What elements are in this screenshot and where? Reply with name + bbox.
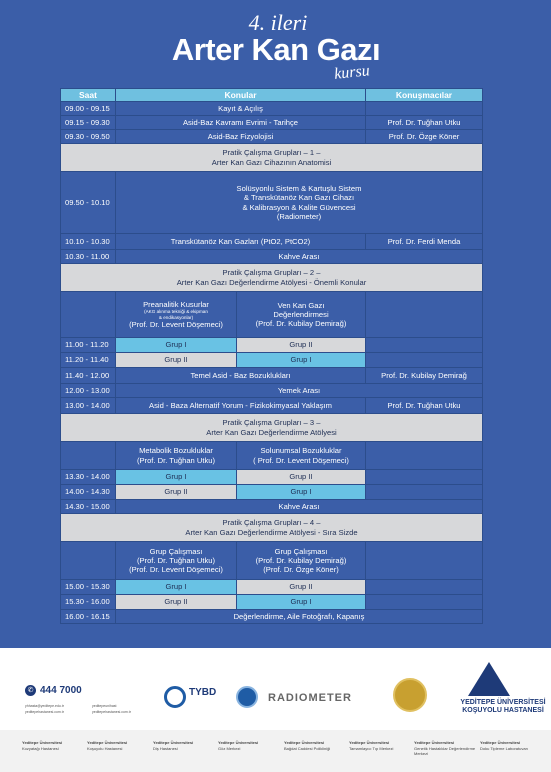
section-title: Pratik Çalışma Grupları – 3 – Arter Kan Gazı Değerlendirme Atölyesi bbox=[61, 414, 483, 442]
group-cell: Grup I bbox=[237, 485, 366, 500]
page-header bbox=[0, 0, 551, 88]
table-row bbox=[61, 368, 483, 384]
row-time: 10.30 - 11.00 bbox=[61, 250, 116, 264]
row-topic: Kahve Arası bbox=[116, 500, 483, 514]
table-row bbox=[61, 595, 483, 610]
table-row bbox=[61, 353, 483, 368]
row-time bbox=[61, 542, 116, 580]
row-time: 11.40 - 12.00 bbox=[61, 368, 116, 384]
header-title: Arter Kan Gazı bbox=[171, 32, 381, 67]
row-time: 15.00 - 15.30 bbox=[61, 580, 116, 595]
table-header-row bbox=[61, 89, 483, 102]
row-speaker: Prof. Dr. Kubilay Demirağ bbox=[366, 368, 483, 384]
row-time: 16.00 - 16.15 bbox=[61, 610, 116, 624]
column-header-speakers: Konuşmacılar bbox=[366, 89, 483, 102]
tybd-logo-icon bbox=[164, 686, 186, 708]
group-cell: Grup I bbox=[116, 580, 237, 595]
row-time: 09.00 - 09.15 bbox=[61, 102, 116, 116]
table-row bbox=[61, 470, 483, 485]
row-topic: Kayıt & Açılış bbox=[116, 102, 366, 116]
row-topic: Temel Asid - Baz Bozuklukları bbox=[116, 368, 366, 384]
website-text: yeditepehastanesi.com.tr bbox=[25, 710, 64, 714]
row-topic: Asid-Baz Kavramı Evrimi - Tarihçe bbox=[116, 116, 366, 130]
table-row bbox=[61, 384, 483, 398]
group-cell: Grup II bbox=[116, 595, 237, 610]
row-speaker: Prof. Dr. Özge Köner bbox=[366, 130, 483, 144]
row-time: 11.00 - 11.20 bbox=[61, 338, 116, 353]
table-row bbox=[61, 610, 483, 624]
section-row bbox=[61, 414, 483, 442]
globe-logo-icon bbox=[236, 686, 258, 708]
group-cell: Grup II bbox=[237, 580, 366, 595]
row-topic: Asid - Baza Alternatif Yorum - Fizikokimyasal Yaklaşım bbox=[116, 398, 366, 414]
group-cell: Grup II bbox=[237, 470, 366, 485]
row-topic: Solüsyonlu Sistem & Kartuşlu Sistem & Transkütanöz Kan Gazı Cihazı & Kalibrasyon & Kalite Güvencesi (Radiometer) bbox=[116, 172, 483, 234]
workshop-b: Grup Çalışması (Prof. Dr. Kubilay Demirağ) (Prof. Dr. Özge Köner) bbox=[237, 542, 366, 580]
row-topic: Değerlendirme, Aile Fotoğrafı, Kapanış bbox=[116, 610, 483, 624]
table-row bbox=[61, 442, 483, 470]
column-header-topics: Konular bbox=[116, 89, 366, 102]
tybd-logo-text: TYBD bbox=[189, 687, 217, 698]
hospital-item: Yeditepe Üniversitesi Diş Hastanesi bbox=[153, 740, 194, 751]
group-cell: Grup II bbox=[116, 353, 237, 368]
footer bbox=[0, 648, 551, 772]
table-row bbox=[61, 338, 483, 353]
group-cell: Grup II bbox=[237, 338, 366, 353]
group-cell: Grup I bbox=[116, 338, 237, 353]
email-text: yhhasta@yeditepe.edu.tr bbox=[25, 704, 64, 708]
row-time: 09.15 - 09.30 bbox=[61, 116, 116, 130]
row-time: 13.30 - 14.00 bbox=[61, 470, 116, 485]
hospital-item: Yeditepe Üniversitesi Tamamlayıcı Tıp Merkezi bbox=[349, 740, 394, 751]
group-cell: Grup II bbox=[116, 485, 237, 500]
row-time: 14.30 - 15.00 bbox=[61, 500, 116, 514]
row-time: 12.00 - 13.00 bbox=[61, 384, 116, 398]
workshop-b: Ven Kan Gazı Değerlendirmesi (Prof. Dr. Kubilay Demirağ) bbox=[237, 292, 366, 338]
table-row bbox=[61, 292, 483, 338]
table-row bbox=[61, 500, 483, 514]
row-topic: Transkütanöz Kan Gazları (PtO2, PtCO2) bbox=[116, 234, 366, 250]
award-seal-icon bbox=[393, 678, 427, 712]
table-row bbox=[61, 234, 483, 250]
row-time bbox=[61, 442, 116, 470]
row-time: 09.30 - 09.50 bbox=[61, 130, 116, 144]
hospital-item: Yeditepe Üniversitesi Genetik Hastalıklar Değerlendirme Merkezi bbox=[414, 740, 476, 757]
table-row bbox=[61, 116, 483, 130]
row-topic: Asid-Baz Fizyolojisi bbox=[116, 130, 366, 144]
row-topic: Kahve Arası bbox=[116, 250, 483, 264]
hospital-item: Yeditepe Üniversitesi Koşuyolu Hastanesi bbox=[87, 740, 128, 751]
row-time: 11.20 - 11.40 bbox=[61, 353, 116, 368]
row-time: 10.10 - 10.30 bbox=[61, 234, 116, 250]
hospital-item: Yeditepe Üniversitesi Kozyatağı Hastanesi bbox=[22, 740, 63, 751]
workshop-a: Metabolik Bozukluklar (Prof. Dr. Tuğhan Utku) bbox=[116, 442, 237, 470]
table-row bbox=[61, 398, 483, 414]
header-edition: 4. ileri bbox=[248, 10, 308, 35]
schedule-table bbox=[60, 88, 483, 624]
table-row bbox=[61, 580, 483, 595]
row-speaker: Prof. Dr. Tuğhan Utku bbox=[366, 398, 483, 414]
row-time: 13.00 - 14.00 bbox=[61, 398, 116, 414]
row-topic: Yemek Arası bbox=[116, 384, 483, 398]
workshop-a: Preanalitik Kusurlar (AKG alınma tekniği & ekipman & endikasyonlar) (Prof. Dr. Levent Döşemeci) bbox=[116, 292, 237, 338]
row-speaker: Prof. Dr. Tuğhan Utku bbox=[366, 116, 483, 130]
hospital-item: Yeditepe Üniversitesi Göz Merkezi bbox=[218, 740, 259, 751]
row-speaker: Prof. Dr. Ferdi Menda bbox=[366, 234, 483, 250]
section-row bbox=[61, 514, 483, 542]
table-row bbox=[61, 542, 483, 580]
header-subtitle: kursu bbox=[333, 62, 371, 83]
table-row bbox=[61, 250, 483, 264]
section-row bbox=[61, 264, 483, 292]
workshop-a: Grup Çalışması (Prof. Dr. Tuğhan Utku) (Prof. Dr. Levent Döşemeci) bbox=[116, 542, 237, 580]
table-row bbox=[61, 172, 483, 234]
section-row bbox=[61, 144, 483, 172]
social-website: yeditepehastanesi.com.tr bbox=[92, 710, 131, 714]
radiometer-logo: RADIOMETER bbox=[268, 692, 352, 704]
row-time: 14.00 - 14.30 bbox=[61, 485, 116, 500]
row-speaker bbox=[366, 102, 483, 116]
hospital-item: Yeditepe Üniversitesi Doku Tipleme Laboratuvarı bbox=[480, 740, 529, 751]
phone-icon: ✆ bbox=[25, 685, 36, 696]
table-row bbox=[61, 130, 483, 144]
table-row bbox=[61, 485, 483, 500]
row-time: 09.50 - 10.10 bbox=[61, 172, 116, 234]
table-row bbox=[61, 102, 483, 116]
section-title: Pratik Çalışma Grupları – 1 – Arter Kan Gazı Cihazının Anatomisi bbox=[61, 144, 483, 172]
row-time bbox=[61, 292, 116, 338]
university-name: YEDİTEPE ÜNİVERSİTESİ KOŞUYOLU HASTANESİ bbox=[460, 699, 546, 715]
social-handle: yeditepeunihast bbox=[92, 704, 117, 708]
sponsor-logos bbox=[0, 648, 551, 730]
group-cell: Grup I bbox=[237, 595, 366, 610]
phone-number: 444 7000 bbox=[40, 685, 82, 696]
section-title: Pratik Çalışma Grupları – 2 – Arter Kan Gazı Değerlendirme Atölyesi - Önemli Konular bbox=[61, 264, 483, 292]
section-title: Pratik Çalışma Grupları – 4 – Arter Kan Gazı Değerlendirme Atölyesi - Sıra Sizde bbox=[61, 514, 483, 542]
group-cell: Grup I bbox=[237, 353, 366, 368]
university-logo-icon bbox=[468, 662, 510, 696]
hospital-item: Yeditepe Üniversitesi Bağdat Caddesi Polikliniği bbox=[284, 740, 331, 751]
column-header-time: Saat bbox=[61, 89, 116, 102]
group-cell: Grup I bbox=[116, 470, 237, 485]
row-time: 15.30 - 16.00 bbox=[61, 595, 116, 610]
workshop-b: Solunumsal Bozukluklar ( Prof. Dr. Levent Döşemeci) bbox=[237, 442, 366, 470]
